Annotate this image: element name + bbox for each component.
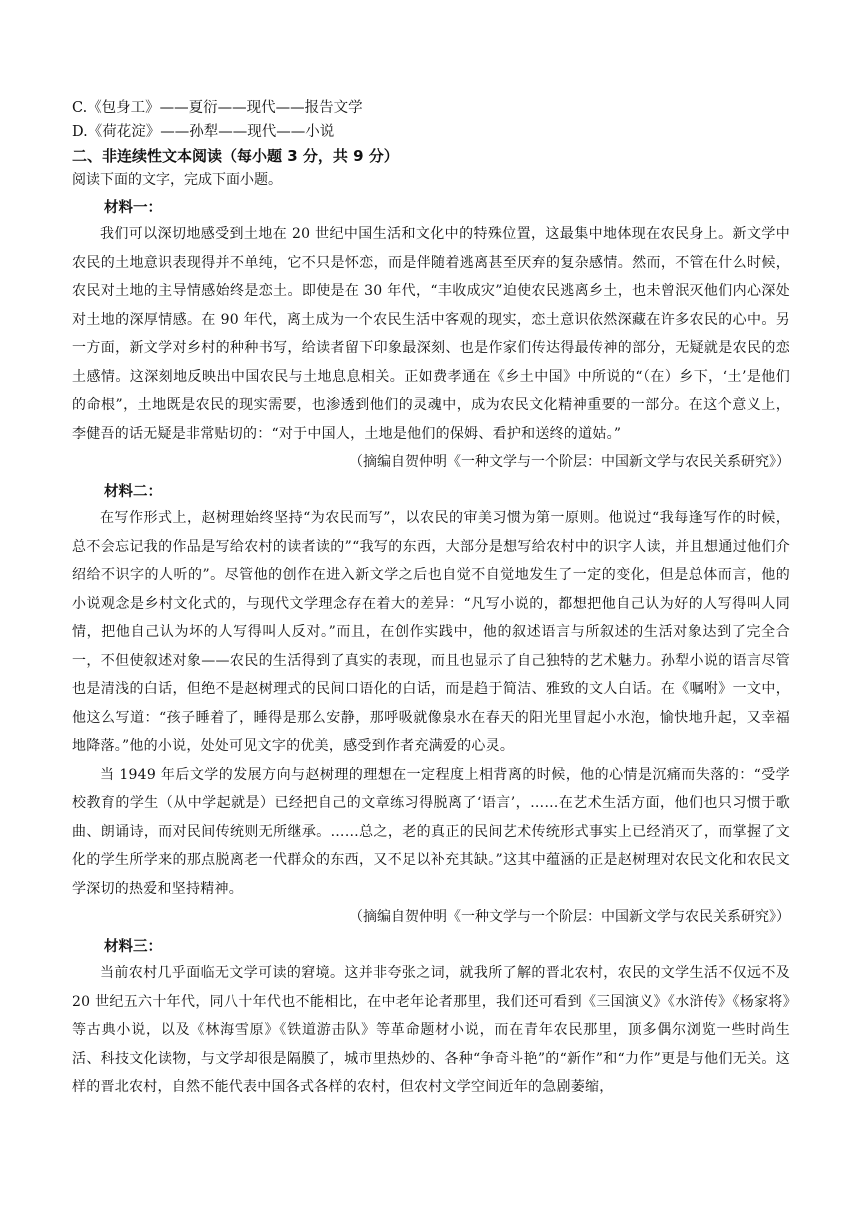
material-2-source: （摘编自贺仲明《一种文学与一个阶层：中国新文学与农民关系研究》） (349, 909, 790, 925)
option-d-label: D. (72, 124, 88, 140)
material-1-paragraph: 我们可以深切地感受到土地在 20 世纪中国生活和文化中的特殊位置，这最集中地体现在农民身上。新文学中农民的土地意识表现得并不单纯，它不只是怀恋，而是伴随着逃离甚至厌弃的复杂感情。然而，不管在什么时候，农民对土地的主导情感始终是恋土。即使是在 30 年代，“丰收成灾”迫使农民逃离乡土，也未曾泯灭他们内心深处对土地的深厚情感。在 90 年代，离土成为一个农民生活中客观的现实，恋土意识依然深藏在许多农民的心中。另一方面，新文学对乡村的种种书写，给读者留下印象最深刻、也是作家们传达得最传神的部分，无疑就是农民的恋土感情。这深刻地反映出中国农民与土地息息相关。正如费孝通在《乡土中国》中所说的“（在）乡下，‘土’是他们的命根”，土地既是农民的现实需要，也渗透到他们的灵魂中，成为农民文化精神重要的一部分。在这个意义上，李健吾的话无疑是非常贴切的：“对于中国人，土地是他们的保姆、看护和送终的道姑。” (72, 226, 790, 442)
material-1-source: （摘编自贺仲明《一种文学与一个阶层：中国新文学与农民关系研究》） (349, 454, 790, 470)
option-d (72, 120, 790, 144)
option-c-text: 《包身工》——夏衍——现代——报告文学 (87, 100, 363, 116)
option-c-label: C. (72, 100, 88, 116)
material-1-title: 材料一： (104, 200, 162, 216)
material-3-title: 材料三： (104, 939, 162, 955)
material-2-title: 材料二： (104, 484, 162, 500)
material-2-paragraph-1: 在写作形式上，赵树理始终坚持“为农民而写”，以农民的审美习惯为第一原则。他说过“我每逢写作的时候，总不会忘记我的作品是写给农村的读者读的”“我写的东西，大部分是想写给农村中的识字人读，并且想通过他们介绍给不识字的人听的”。尽管他的创作在进入新文学之后也自觉不自觉地发生了一定的变化，但是总体而言，他的小说观念是乡村文化式的，与现代文学理念存在着大的差异：“凡写小说的，都想把他自己认为好的人写得叫人同情，把他自己认为坏的人写得叫人反对。”而且，在创作实践中，他的叙述语言与所叙述的生活对象达到了完全合一，不但使叙述对象——农民的生活得到了真实的表现，而且也显示了自己独特的艺术魅力。孙犁小说的语言尽管也是清浅的白话，但绝不是赵树理式的民间口语化的白话，而是趋于简洁、雅致的文人白话。在《嘱咐》一文中，他这么写道：“孩子睡着了，睡得是那么安静，那呼吸就像泉水在春天的阳光里冒起小水泡，愉快地升起，又幸福地降落。”他的小说，处处可见文字的优美，感受到作者充满爱的心灵。 (72, 510, 790, 754)
option-c (72, 96, 790, 120)
material-2-paragraph-2: 当 1949 年后文学的发展方向与赵树理的理想在一定程度上相背离的时候，他的心情是沉痛而失落的：“受学校教育的学生（从中学起就是）已经把自己的文章练习得脱离了‘语言’，……在艺术生活方面，他们也只习惯于歌曲、朗诵诗，而对民间传统则无所继承。……总之，老的真正的民间艺术传统形式事实上已经消灭了，而掌握了文化的学生所学来的那点脱离老一代群众的东西，又不足以补充其缺。”这其中蕴涵的正是赵树理对农民文化和农民文学深切的热爱和坚持精神。 (72, 766, 790, 897)
material-3-paragraph: 当前农村几乎面临无文学可读的窘境。这并非夸张之词，就我所了解的晋北农村，农民的文学生活不仅远不及 20 世纪五六十年代，同八十年代也不能相比，在中老年论者那里，我们还可看到《三国演义》《水浒传》《杨家将》等古典小说，以及《林海雪原》《铁道游击队》等革命题材小说，而在青年农民那里，顶多偶尔浏览一些时尚生活、科技文化读物，与文学却很是隔膜了，城市里热炒的、各种“争奇斗艳”的“新作”和“力作”更是与他们无关。这样的晋北农村，自然不能代表中国各式各样的农村，但农村文学空间近年的急剧萎缩， (72, 965, 790, 1095)
option-d-text: 《荷花淀》——孙犁——现代——小说 (87, 124, 335, 140)
section-instruction: 阅读下面的文字，完成下面小题。 (72, 172, 282, 188)
section-title: 二、非连续性文本阅读（每小题 3 分，共 9 分） (72, 147, 399, 165)
